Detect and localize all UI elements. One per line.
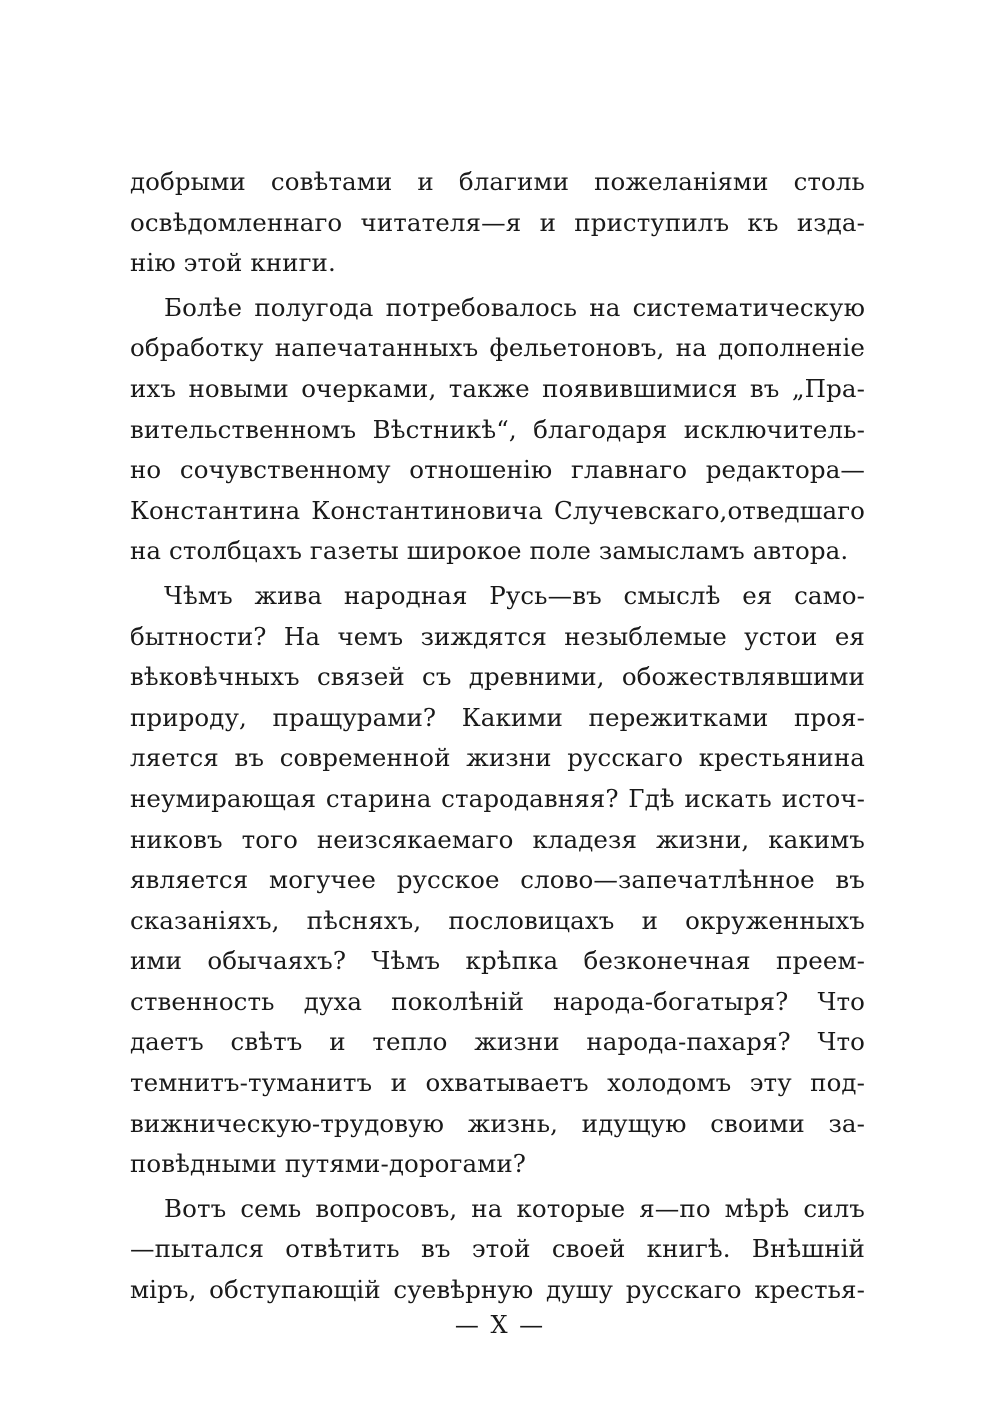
text-line: Болѣе полугода потребовалось на систематическую bbox=[164, 292, 865, 322]
text-line: ляется въ современной жизни русскаго крестьянина bbox=[130, 743, 865, 773]
text-line: освѣдомленнаго читателя—я и приступилъ къ изда- bbox=[130, 207, 865, 237]
paragraph-4 bbox=[130, 1189, 865, 1311]
text-line: Вотъ семь вопросовъ, на которые я—по мѣрѣ силъ bbox=[164, 1193, 865, 1223]
text-line: вѣковѣчныхъ связей съ древними, обожествлявшими bbox=[130, 662, 865, 692]
text-line: природу, пращурами? Какими пережитками проя- bbox=[130, 702, 865, 732]
text-line: повѣдными путями-дорогами? bbox=[130, 1149, 526, 1179]
text-line: добрыми совѣтами и благими пожеланіями столь bbox=[130, 167, 865, 196]
page-number: — X — bbox=[454, 1311, 546, 1339]
text-line: бытности? На чемъ зиждятся незыблемые устои ея bbox=[130, 621, 865, 651]
text-line: никовъ того неизсякаемаго кладезя жизни, какимъ bbox=[130, 824, 865, 854]
paragraph-1 bbox=[130, 162, 865, 284]
text-line: міръ, обступающій суевѣрную душу русскаго крестья- bbox=[130, 1275, 865, 1305]
text-line: является могучее русское слово—запечатлѣнное въ bbox=[130, 865, 865, 895]
text-line: но сочувственному отношенію главнаго редактора— bbox=[130, 455, 865, 485]
text-line: ихъ новыми очерками, также появившимися въ „Пра- bbox=[130, 373, 865, 403]
text-line: на столбцахъ газеты широкое поле замысламъ автора. bbox=[130, 536, 849, 566]
text-line: Чѣмъ жива народная Русь—въ смыслѣ ея само- bbox=[164, 580, 865, 610]
text-line: неумирающая старина стародавняя? Гдѣ искать источ- bbox=[130, 783, 865, 813]
text-line: Константина Константиновича Случевскаго,отведшаго bbox=[130, 495, 865, 525]
text-line: обработку напечатанныхъ фельетоновъ, на дополненіе bbox=[130, 333, 865, 363]
page-text bbox=[130, 162, 865, 1311]
text-line: вительственномъ Вѣстникѣ“, благодаря исключитель- bbox=[130, 414, 865, 444]
text-line: ственность духа поколѣній народа-богатыря? Что bbox=[130, 986, 865, 1016]
paragraph-2 bbox=[130, 288, 865, 572]
text-line: темнитъ-туманитъ и охватываетъ холодомъ эту под- bbox=[130, 1068, 865, 1098]
text-line: ими обычаяхъ? Чѣмъ крѣпка безконечная преем- bbox=[130, 946, 865, 976]
text-line: сказаніяхъ, пѣсняхъ, пословицахъ и окруженныхъ bbox=[130, 905, 865, 935]
paragraph-3 bbox=[130, 576, 865, 1185]
text-line: вижническую-трудовую жизнь, идущую своими за- bbox=[130, 1108, 865, 1138]
text-line: нію этой книги. bbox=[130, 248, 336, 278]
text-line: даетъ свѣтъ и тепло жизни народа-пахаря? Что bbox=[130, 1027, 865, 1057]
text-line: —пытался отвѣтить въ этой своей книгѣ. Внѣшній bbox=[130, 1234, 865, 1264]
